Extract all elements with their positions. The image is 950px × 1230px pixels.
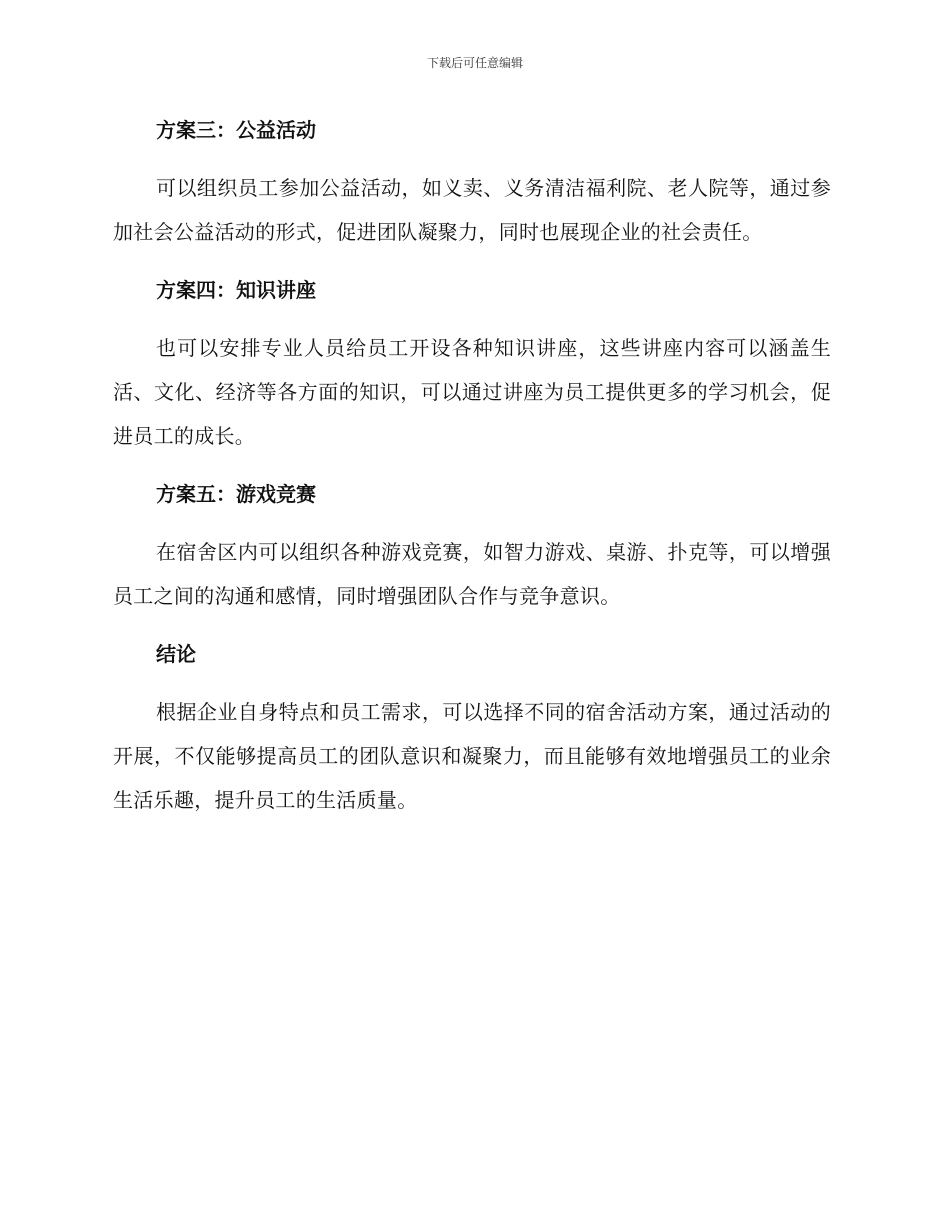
section-paragraph-3: 可以组织员工参加公益活动，如义卖、义务清洁福利院、老人院等，通过参加社会公益活动的形式，促进团队凝聚力，同时也展现企业的社会责任。 — [113, 176, 831, 244]
section-paragraph-5: 在宿舍区内可以组织各种游戏竞赛，如智力游戏、桌游、扑克等，可以增强员工之间的沟通和感情，同时增强团队合作与竞争意识。 — [113, 540, 831, 608]
conclusion-heading: 结论 — [156, 642, 196, 666]
section-paragraph-4: 也可以安排专业人员给员工开设各种知识讲座，这些讲座内容可以涵盖生活、文化、经济等各方面的知识，可以通过讲座为员工提供更多的学习机会，促进员工的成长。 — [113, 336, 831, 448]
conclusion-paragraph: 根据企业自身特点和员工需求，可以选择不同的宿舍活动方案，通过活动的开展，不仅能够提高员工的团队意识和凝聚力，而且能够有效地增强员工的业余生活乐趣，提升员工的生活质量。 — [113, 700, 831, 812]
document-body — [113, 108, 831, 836]
page-header: 下载后可任意编辑 — [426, 56, 523, 70]
section-heading-4: 方案四：知识讲座 — [156, 278, 316, 302]
section-heading-3: 方案三：公益活动 — [156, 118, 316, 142]
section-heading-5: 方案五：游戏竞赛 — [156, 482, 316, 506]
